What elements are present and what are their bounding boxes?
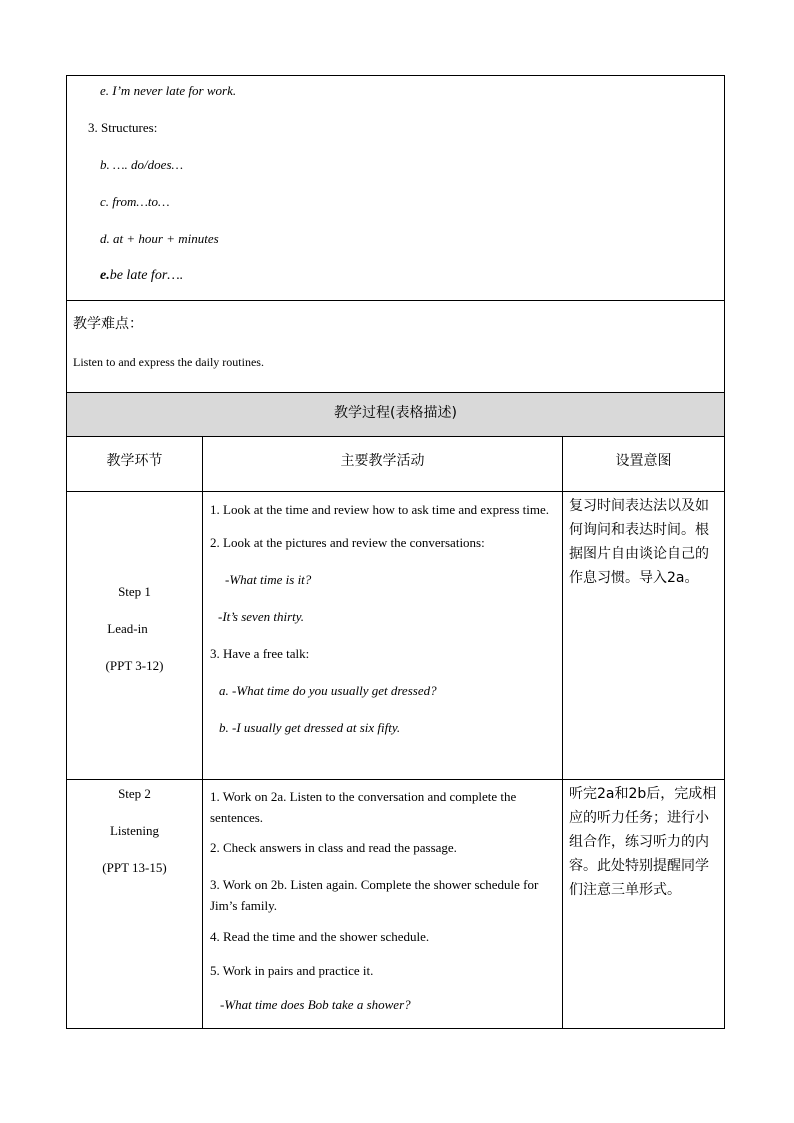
objectives-row — [67, 76, 725, 301]
structure-e-text: be late for…. — [109, 268, 184, 283]
lesson-plan-sheet — [66, 75, 724, 1029]
step-1-example-2: -It’s seven thirty. — [218, 609, 305, 624]
step-1-activities-cell — [203, 492, 563, 780]
step-2-intent: 听完2a和2b后，完成相应的听力任务；进行小组合作，练习听力的内容。此处特别提醒同学们注意三单形式。 — [569, 786, 717, 898]
column-header-activity: 主要教学活动 — [203, 437, 563, 492]
step-1-intent: 复习时间表达法以及如何询问和表达时间。根据图片自由谈论自己的作息习惯。导入2a。 — [569, 498, 709, 586]
structure-d: d. at + hour + minutes — [100, 231, 219, 246]
structure-e-letter: e. — [100, 268, 110, 283]
step-1-row — [67, 492, 725, 780]
step-1-example-1: -What time is it? — [225, 572, 312, 587]
step-2-row — [67, 780, 725, 1029]
difficulty-heading: 教学难点： — [73, 316, 143, 332]
difficulty-text: Listen to and express the daily routines. — [73, 355, 264, 369]
step-1-title: Lead-in — [107, 621, 148, 636]
column-header-row — [67, 437, 725, 492]
structure-c: c. from…to… — [100, 194, 170, 209]
step-1-activity-2: 2. Look at the pictures and review the conversations: — [210, 535, 485, 550]
structure-e — [67, 268, 724, 283]
column-header-step: 教学环节 — [67, 437, 203, 492]
step-1-ppt: (PPT 3-12) — [105, 658, 164, 673]
step-2-title: Listening — [109, 823, 160, 838]
difficulty-row — [67, 301, 725, 393]
step-1-number: Step 1 — [118, 584, 151, 599]
step-2-example: -What time does Bob take a shower? — [220, 997, 411, 1012]
step-2-number: Step 2 — [118, 786, 151, 801]
process-heading: 教学过程(表格描述) — [334, 405, 457, 421]
step-1-activity-1: 1. Look at the time and review how to ask time and express time. — [210, 502, 549, 517]
step-1-label-cell — [67, 492, 203, 780]
lesson-plan-table — [66, 75, 725, 1029]
structure-b: b. …. do/does… — [100, 157, 184, 172]
process-heading-cell — [67, 393, 725, 437]
step-2-ppt: (PPT 13-15) — [102, 860, 167, 875]
step-2-activity-3: 3. Work on 2b. Listen again. Complete the shower schedule for Jim’s family. — [210, 877, 539, 913]
objective-e: e. I’m never late for work. — [100, 83, 237, 98]
step-1-talk-a: a. -What time do you usually get dressed? — [219, 683, 437, 698]
column-header-intent: 设置意图 — [563, 437, 725, 492]
step-2-activity-5: 5. Work in pairs and practice it. — [210, 963, 374, 978]
step-2-activity-4: 4. Read the time and the shower schedule. — [210, 929, 430, 944]
step-1-talk-b: b. -I usually get dressed at six fifty. — [219, 720, 401, 735]
step-2-activity-1: 1. Work on 2a. Listen to the conversation and complete the sentences. — [210, 789, 517, 825]
step-2-intent-cell — [563, 780, 725, 1029]
step-1-intent-cell — [563, 492, 725, 780]
objectives-cell — [67, 76, 725, 301]
process-heading-row — [67, 393, 725, 437]
step-1-activity-3: 3. Have a free talk: — [210, 646, 310, 661]
step-2-label-cell — [67, 780, 203, 1029]
step-2-activity-2: 2. Check answers in class and read the passage. — [210, 840, 457, 855]
structures-heading: 3. Structures: — [88, 120, 158, 135]
difficulty-cell — [67, 301, 725, 393]
step-2-activities-cell — [203, 780, 563, 1029]
